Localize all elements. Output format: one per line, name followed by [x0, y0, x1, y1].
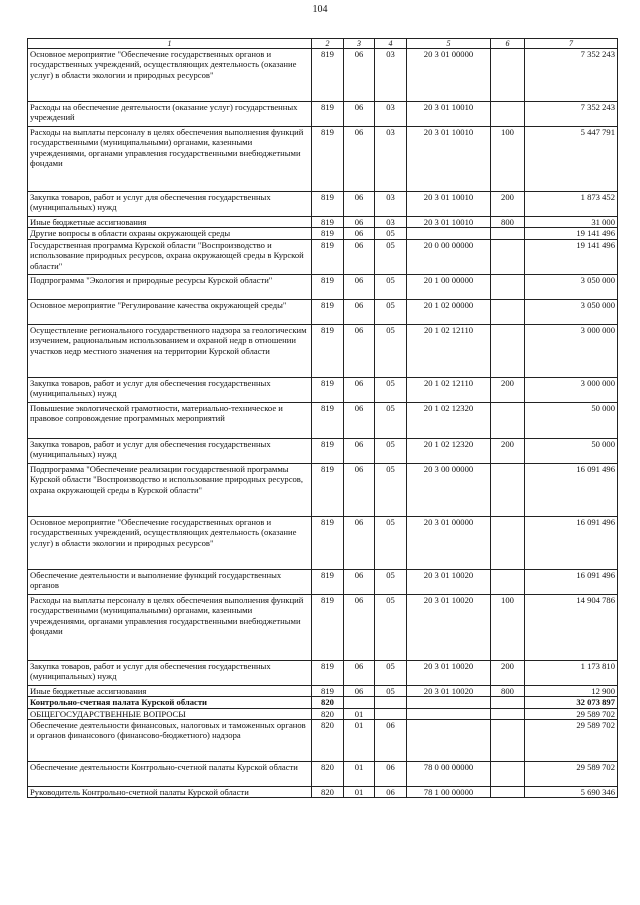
amount: 16 091 496	[525, 516, 618, 569]
ministry-code: 820	[312, 697, 344, 708]
expense-type-code	[491, 697, 525, 708]
column-number-7: 7	[525, 39, 618, 49]
section-code: 06	[344, 463, 375, 516]
amount: 29 589 702	[525, 720, 618, 762]
table-row	[28, 720, 618, 762]
amount: 5 690 346	[525, 787, 618, 798]
amount: 5 447 791	[525, 127, 618, 192]
ministry-code: 819	[312, 402, 344, 438]
amount: 7 352 243	[525, 49, 618, 102]
expense-type-code	[491, 762, 525, 787]
item-name: Обеспечение деятельности Контрольно-счетной палаты Курской области	[28, 762, 312, 787]
section-code: 06	[344, 239, 375, 274]
table-row	[28, 299, 618, 324]
target-article-code: 20 1 02 12320	[407, 438, 491, 463]
amount: 29 589 702	[525, 708, 618, 719]
item-name: Государственная программа Курской области "Воспроизводство и использование природных ресурсов, охрана окружающей среды в Курской области"	[28, 239, 312, 274]
item-name: Расходы на обеспечение деятельности (оказание услуг) государственных учреждений	[28, 102, 312, 127]
subsection-code: 06	[375, 762, 407, 787]
target-article-code	[407, 708, 491, 719]
ministry-code: 819	[312, 463, 344, 516]
item-name: Основное мероприятие "Обеспечение государственных органов и государственных учреждений, осуществляющих деятельность (оказание услуг) в области экологии и природных ресурсов"	[28, 49, 312, 102]
section-code: 06	[344, 102, 375, 127]
expense-type-code: 100	[491, 127, 525, 192]
section-code: 06	[344, 228, 375, 239]
amount: 1 873 452	[525, 192, 618, 217]
target-article-code: 20 3 01 00000	[407, 49, 491, 102]
table-row	[28, 49, 618, 102]
item-name: Основное мероприятие "Регулирование качества окружающей среды"	[28, 299, 312, 324]
target-article-code: 20 3 00 00000	[407, 463, 491, 516]
subsection-code: 05	[375, 377, 407, 402]
subsection-code: 05	[375, 594, 407, 660]
section-code: 06	[344, 274, 375, 299]
amount: 3 050 000	[525, 274, 618, 299]
expense-type-code	[491, 239, 525, 274]
item-name: Обеспечение деятельности финансовых, налоговых и таможенных органов и органов финансового (финансово-бюджетного) надзора	[28, 720, 312, 762]
amount: 32 073 897	[525, 697, 618, 708]
table-row	[28, 102, 618, 127]
section-code	[344, 697, 375, 708]
section-code: 06	[344, 299, 375, 324]
column-number-4: 4	[375, 39, 407, 49]
target-article-code: 78 0 00 00000	[407, 762, 491, 787]
expense-type-code	[491, 569, 525, 594]
item-name: Закупка товаров, работ и услуг для обеспечения государственных (муниципальных) нужд	[28, 438, 312, 463]
page-number: 104	[312, 4, 328, 15]
ministry-code: 820	[312, 720, 344, 762]
expense-type-code	[491, 324, 525, 377]
target-article-code: 20 3 01 10020	[407, 569, 491, 594]
subsection-code: 05	[375, 569, 407, 594]
ministry-code: 819	[312, 516, 344, 569]
amount: 1 173 810	[525, 660, 618, 685]
column-number-3: 3	[344, 39, 375, 49]
section-code: 01	[344, 762, 375, 787]
ministry-code: 819	[312, 660, 344, 685]
item-name: Расходы на выплаты персоналу в целях обеспечения выполнения функций государственными (муниципальными) органами, казенными учреждениями, органами управления государственными внебюджетными фондами	[28, 127, 312, 192]
subsection-code: 03	[375, 102, 407, 127]
subsection-code: 05	[375, 274, 407, 299]
ministry-code: 820	[312, 762, 344, 787]
ministry-code: 819	[312, 102, 344, 127]
amount: 14 904 786	[525, 594, 618, 660]
amount: 29 589 702	[525, 762, 618, 787]
amount: 16 091 496	[525, 463, 618, 516]
expense-type-code	[491, 274, 525, 299]
table-row	[28, 594, 618, 660]
table-row	[28, 787, 618, 798]
amount: 12 900	[525, 685, 618, 696]
amount: 16 091 496	[525, 569, 618, 594]
subsection-code: 06	[375, 787, 407, 798]
target-article-code: 20 3 01 10010	[407, 127, 491, 192]
section-code: 06	[344, 217, 375, 228]
table-row	[28, 762, 618, 787]
expense-type-code	[491, 299, 525, 324]
item-name: Закупка товаров, работ и услуг для обеспечения государственных (муниципальных) нужд	[28, 660, 312, 685]
expense-type-code: 200	[491, 438, 525, 463]
section-code: 06	[344, 438, 375, 463]
table-row	[28, 377, 618, 402]
expense-type-code: 100	[491, 594, 525, 660]
item-name: Закупка товаров, работ и услуг для обеспечения государственных (муниципальных) нужд	[28, 192, 312, 217]
item-name: Руководитель Контрольно-счетной палаты Курской области	[28, 787, 312, 798]
expense-type-code	[491, 720, 525, 762]
section-code: 06	[344, 569, 375, 594]
subsection-code: 03	[375, 217, 407, 228]
item-name: Другие вопросы в области охраны окружающей среды	[28, 228, 312, 239]
expense-type-code: 800	[491, 685, 525, 696]
amount: 3 050 000	[525, 299, 618, 324]
expense-type-code	[491, 102, 525, 127]
column-number-row	[28, 39, 618, 49]
column-number-6: 6	[491, 39, 525, 49]
section-code: 06	[344, 660, 375, 685]
amount: 3 000 000	[525, 324, 618, 377]
ministry-code: 819	[312, 569, 344, 594]
subsection-code: 05	[375, 685, 407, 696]
ministry-code: 819	[312, 299, 344, 324]
expense-type-code	[491, 49, 525, 102]
target-article-code: 20 1 02 00000	[407, 299, 491, 324]
ministry-code: 819	[312, 377, 344, 402]
table-row	[28, 708, 618, 719]
target-article-code: 20 3 01 10020	[407, 594, 491, 660]
subsection-code: 05	[375, 660, 407, 685]
expense-type-code	[491, 787, 525, 798]
ministry-code: 819	[312, 127, 344, 192]
amount: 50 000	[525, 438, 618, 463]
table-body	[28, 49, 618, 798]
ministry-code: 820	[312, 708, 344, 719]
table-row	[28, 438, 618, 463]
subsection-code: 05	[375, 324, 407, 377]
section-code: 06	[344, 192, 375, 217]
subsection-code: 05	[375, 228, 407, 239]
amount: 19 141 496	[525, 228, 618, 239]
table-row	[28, 217, 618, 228]
table-row	[28, 127, 618, 192]
ministry-code: 819	[312, 685, 344, 696]
target-article-code: 20 1 02 12320	[407, 402, 491, 438]
subsection-code: 03	[375, 192, 407, 217]
ministry-code: 819	[312, 49, 344, 102]
section-code: 06	[344, 49, 375, 102]
item-name: Осуществление регионального государственного надзора за геологическим изучением, рациональным использованием и охраной недр в отношении участков недр местного значения на территории Курской области	[28, 324, 312, 377]
expense-type-code	[491, 463, 525, 516]
column-number-5: 5	[407, 39, 491, 49]
expense-type-code: 200	[491, 660, 525, 685]
subsection-code	[375, 697, 407, 708]
subsection-code: 05	[375, 299, 407, 324]
column-number-2: 2	[312, 39, 344, 49]
section-code: 06	[344, 377, 375, 402]
expense-type-code: 800	[491, 217, 525, 228]
subsection-code: 05	[375, 516, 407, 569]
target-article-code: 20 3 01 10020	[407, 660, 491, 685]
ministry-code: 819	[312, 438, 344, 463]
table-row	[28, 569, 618, 594]
target-article-code: 20 3 01 10010	[407, 192, 491, 217]
subsection-code: 05	[375, 402, 407, 438]
subsection-code: 03	[375, 49, 407, 102]
target-article-code: 78 1 00 00000	[407, 787, 491, 798]
ministry-code: 819	[312, 324, 344, 377]
section-code: 01	[344, 787, 375, 798]
table-row	[28, 660, 618, 685]
item-name: Иные бюджетные ассигнования	[28, 217, 312, 228]
subsection-code: 03	[375, 127, 407, 192]
amount: 50 000	[525, 402, 618, 438]
item-name: Подпрограмма "Обеспечение реализации государственной программы Курской области "Воспроизводство и использование природных ресурсов, охрана окружающей среды в Курской области"	[28, 463, 312, 516]
section-code: 01	[344, 708, 375, 719]
section-code: 06	[344, 594, 375, 660]
subsection-code: 06	[375, 720, 407, 762]
ministry-code: 819	[312, 274, 344, 299]
amount: 3 000 000	[525, 377, 618, 402]
subsection-code: 05	[375, 438, 407, 463]
item-name: Обеспечение деятельности и выполнение функций государственных органов	[28, 569, 312, 594]
budget-table	[27, 38, 618, 798]
subsection-code	[375, 708, 407, 719]
target-article-code	[407, 697, 491, 708]
ministry-code: 819	[312, 217, 344, 228]
target-article-code: 20 1 02 12110	[407, 377, 491, 402]
ministry-code: 819	[312, 594, 344, 660]
target-article-code: 20 3 01 10010	[407, 102, 491, 127]
table-row	[28, 402, 618, 438]
target-article-code: 20 0 00 00000	[407, 239, 491, 274]
target-article-code	[407, 228, 491, 239]
target-article-code: 20 3 01 10010	[407, 217, 491, 228]
section-code: 06	[344, 685, 375, 696]
table-row	[28, 697, 618, 708]
item-name: Контрольно-счетная палата Курской области	[28, 697, 312, 708]
target-article-code	[407, 720, 491, 762]
item-name: Подпрограмма "Экология и природные ресурсы Курской области"	[28, 274, 312, 299]
amount: 7 352 243	[525, 102, 618, 127]
target-article-code: 20 1 02 12110	[407, 324, 491, 377]
section-code: 01	[344, 720, 375, 762]
table-row	[28, 685, 618, 696]
table-row	[28, 192, 618, 217]
expense-type-code	[491, 708, 525, 719]
section-code: 06	[344, 127, 375, 192]
expense-type-code: 200	[491, 377, 525, 402]
target-article-code: 20 3 01 10020	[407, 685, 491, 696]
column-number-1: 1	[28, 39, 312, 49]
ministry-code: 819	[312, 239, 344, 274]
expense-type-code: 200	[491, 192, 525, 217]
table-row	[28, 239, 618, 274]
ministry-code: 819	[312, 192, 344, 217]
ministry-code: 820	[312, 787, 344, 798]
table-row	[28, 516, 618, 569]
item-name: Иные бюджетные ассигнования	[28, 685, 312, 696]
table-row	[28, 228, 618, 239]
subsection-code: 05	[375, 239, 407, 274]
table-row	[28, 324, 618, 377]
expense-type-code	[491, 228, 525, 239]
target-article-code: 20 3 01 00000	[407, 516, 491, 569]
section-code: 06	[344, 516, 375, 569]
item-name: Основное мероприятие "Обеспечение государственных органов и государственных учреждений, осуществляющих деятельность (оказание услуг) в области экологии и природных ресурсов"	[28, 516, 312, 569]
amount: 19 141 496	[525, 239, 618, 274]
item-name: Расходы на выплаты персоналу в целях обеспечения выполнения функций государственными (муниципальными) органами, казенными учреждениями, органами управления государственными внебюджетными фондами	[28, 594, 312, 660]
table-row	[28, 274, 618, 299]
amount: 31 000	[525, 217, 618, 228]
subsection-code: 05	[375, 463, 407, 516]
item-name: ОБЩЕГОСУДАРСТВЕННЫЕ ВОПРОСЫ	[28, 708, 312, 719]
table-row	[28, 463, 618, 516]
expense-type-code	[491, 516, 525, 569]
item-name: Закупка товаров, работ и услуг для обеспечения государственных (муниципальных) нужд	[28, 377, 312, 402]
expense-type-code	[491, 402, 525, 438]
section-code: 06	[344, 324, 375, 377]
target-article-code: 20 1 00 00000	[407, 274, 491, 299]
section-code: 06	[344, 402, 375, 438]
item-name: Повышение экологической грамотности, материально-техническое и правовое сопровождение программных мероприятий	[28, 402, 312, 438]
ministry-code: 819	[312, 228, 344, 239]
